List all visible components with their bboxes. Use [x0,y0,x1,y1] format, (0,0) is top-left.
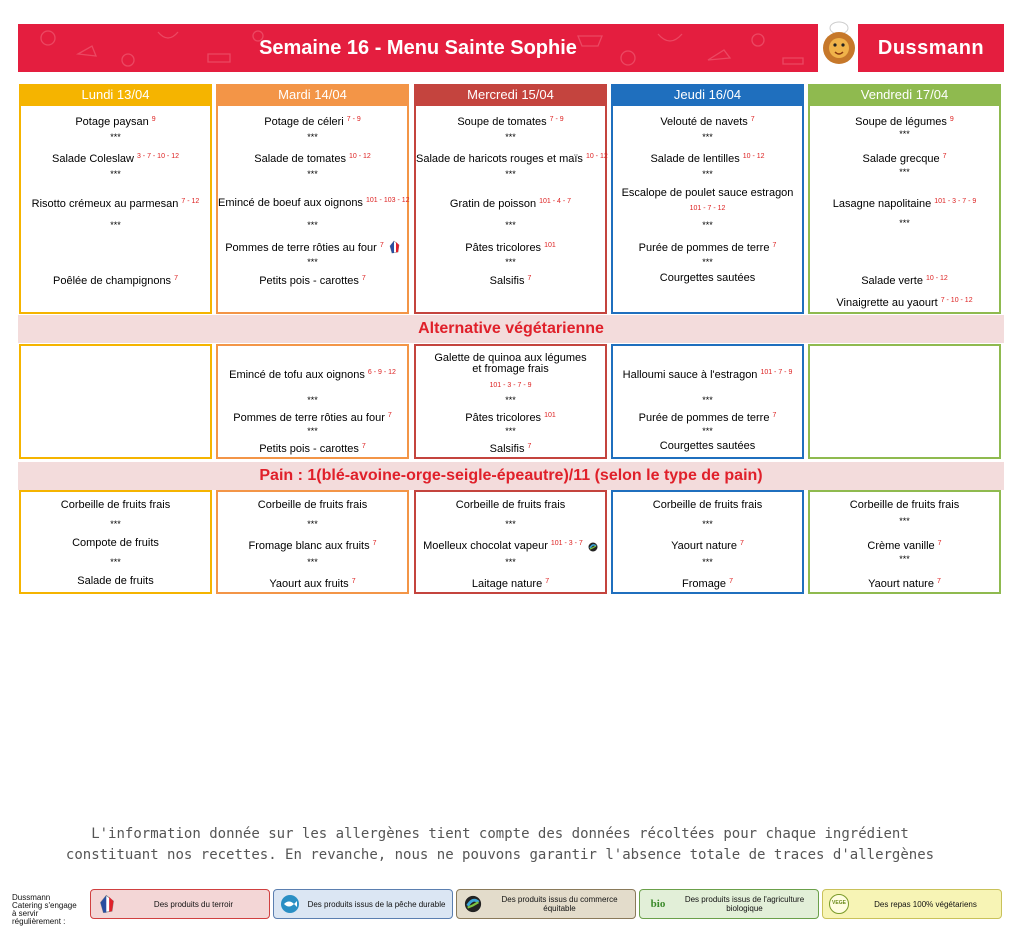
dish: Corbeille de fruits frais [849,499,960,511]
legend-peche-durable [273,889,453,919]
separator: *** [702,426,713,436]
separator: *** [505,132,516,142]
dish: Salade de haricots rouges et maïs $^{10 - 12}$ [416,153,608,165]
dish: Gratin de poisson $^{101 - 4 - 7}$ [449,198,572,210]
separator: *** [702,220,713,230]
separator: *** [899,554,910,564]
dish: Salade verte $^{10 - 12}$ [861,275,948,287]
separator: *** [505,220,516,230]
page-title: Semaine 16 - Menu Sainte Sophie [259,37,577,59]
dish: Salade de fruits [77,575,154,587]
dish: Poêlée de champignons $^7$ [53,275,178,287]
dish: Velouté de navets $^7$ [660,116,755,128]
dish: Halloumi sauce à l'estragon $^{101 - 7 - 9}$ [622,369,793,381]
dish: Crème vanille $^7$ [867,540,942,552]
separator: *** [307,557,318,567]
dish: Petits pois - carottes $^7$ [259,275,366,287]
disclaimer-line-1: L'information donnée sur les allergènes tient compte des données récoltées pour chaque ingrédient [91,826,909,842]
dish: Soupe de tomates $^{7 - 9}$ [457,116,564,128]
dessert-wednesday [414,490,607,594]
lunch-friday [808,106,1001,314]
separator: *** [505,557,516,567]
dish: Pommes de terre rôties au four $^7$ [233,412,392,424]
dish: Corbeille de fruits frais [652,499,763,511]
separator: *** [307,220,318,230]
day-header-friday: Vendredi 17/04 [808,84,1001,106]
separator: *** [702,395,713,405]
vegetarian-alternative-heading: Alternative végétarienne [18,315,1004,343]
separator: *** [110,557,121,567]
dish: Pommes de terre rôties au four $^7$ [218,239,407,255]
separator: *** [307,519,318,529]
lunch-tuesday [216,106,409,314]
lion-mascot-icon [821,16,857,74]
dish: Yaourt nature $^7$ [868,578,941,590]
lunch-monday [19,106,212,314]
separator: *** [307,132,318,142]
separator: *** [899,129,910,139]
france-map-icon [389,240,400,254]
separator: *** [110,132,121,142]
dish: Pâtes tricolores $^{101}$ [465,242,556,254]
legend-text: Des produits issus de l'agriculture biologique [684,895,805,913]
dish: Courgettes sautées [659,440,756,452]
dish: Escalope de poulet sauce estragon [621,187,794,199]
day-header-thursday: Jeudi 16/04 [611,84,804,106]
dish: Laitage nature $^7$ [471,578,550,590]
legend-terroir [90,889,270,919]
fairtrade-icon [462,893,484,915]
separator: *** [702,132,713,142]
bread-allergen-heading: Pain : 1(blé-avoine-orge-seigle-épeautre)/11 (selon le type de pain) [18,462,1004,490]
separator: *** [702,557,713,567]
dessert-thursday [611,490,804,594]
legend-commerce-equitable [456,889,636,919]
dish: Salade Coleslaw $^{3 - 7 - 10 - 12}$ [52,153,179,165]
lunch-wednesday [414,106,607,314]
dish: Emincé de tofu aux oignons $^{6 - 9 - 12}$ [229,369,396,381]
separator: *** [899,218,910,228]
separator: *** [505,257,516,267]
bio-icon: bio [650,897,666,910]
separator: *** [702,169,713,179]
dish: Compote de fruits [72,537,159,549]
dish: Fromage blanc aux fruits $^7$ [248,540,377,552]
legend-text: Des produits issus de la pêche durable [307,899,446,909]
dish: Salsifis $^7$ [489,275,532,287]
dish: Potage de céleri $^{7 - 9}$ [264,116,361,128]
separator: *** [307,257,318,267]
separator: *** [110,220,121,230]
menu-header [18,24,1004,72]
separator: *** [307,426,318,436]
dish: Moelleux chocolat vapeur $^{101 - 3 - 7}$ [416,537,605,553]
engagement-label: Dussmann Catering s'engage à servir régulièrement : [12,893,77,926]
separator: *** [307,169,318,179]
dish: Courgettes sautées [659,272,756,284]
dish: Salade grecque $^7$ [862,153,947,165]
separator: *** [110,169,121,179]
separator: *** [505,395,516,405]
veg-wednesday [414,344,607,459]
separator: *** [505,519,516,529]
separator: *** [702,257,713,267]
allergen-codes: 101 - 7 - 12 [689,205,726,212]
day-header-monday: Lundi 13/04 [19,84,212,106]
dessert-monday [19,490,212,594]
fish-icon [279,893,301,915]
dish: Fromage $^7$ [682,578,733,590]
legend-vegetarien [822,889,1002,919]
separator: *** [110,519,121,529]
dish: Lasagne napolitaine $^{101 - 3 - 7 - 9}$ [832,198,977,210]
dish: Pâtes tricolores $^{101}$ [465,412,556,424]
france-map-icon [96,893,118,915]
dish: Corbeille de fruits frais [257,499,368,511]
dish: Risotto crémeux au parmesan $^{7 - 12}$ [31,198,200,210]
separator: *** [505,169,516,179]
separator: *** [702,519,713,529]
allergen-disclaimer [0,824,1000,866]
dish: Yaourt aux fruits $^7$ [269,578,356,590]
veg-friday [808,344,1001,459]
dish: Salsifis $^7$ [489,443,532,455]
lunch-thursday [611,106,804,314]
dessert-tuesday [216,490,409,594]
dish: Salade de tomates $^{10 - 12}$ [254,153,371,165]
separator: *** [307,395,318,405]
dish: Yaourt nature $^7$ [671,540,744,552]
disclaimer-line-2: constituant nos recettes. En revanche, nous ne pouvons garantir l'absence totale de traces d'allergènes [65,847,935,863]
dussmann-logo: Dussmann [858,24,1004,72]
veg-tuesday [216,344,409,459]
dish: Corbeille de fruits frais [60,499,171,511]
dish: Purée de pommes de terre $^7$ [638,412,777,424]
separator: *** [505,426,516,436]
veg-monday [19,344,212,459]
veggie-icon: VEGE [828,893,850,915]
separator: *** [899,167,910,177]
legend-text: Des repas 100% végétariens [874,899,977,909]
day-header-wednesday: Mercredi 15/04 [414,84,607,106]
dish: Vinaigrette au yaourt $^{7 - 10 - 12}$ [836,297,973,309]
veg-thursday [611,344,804,459]
dish: Corbeille de fruits frais [455,499,566,511]
allergen-codes: 101 - 3 - 7 - 9 [489,382,532,389]
dish: Emincé de boeuf aux oignons $^{101 - 103 - 12}$ [218,194,407,210]
legend-text: Des produits issus du commerce équitable [501,895,618,913]
header-banner [18,24,818,72]
day-header-tuesday: Mardi 14/04 [216,84,409,106]
dish: Galette de quinoa aux légumes et fromage frais [434,352,587,375]
dish: Salade de lentilles $^{10 - 12}$ [650,153,765,165]
dessert-friday [808,490,1001,594]
separator: *** [899,516,910,526]
legend-agriculture-bio [639,889,819,919]
dish: Soupe de légumes $^9$ [855,116,954,128]
fairtrade-icon [588,542,598,552]
legend-text: Des produits du terroir [153,899,234,909]
dish: Petits pois - carottes $^7$ [259,443,366,455]
dish: Purée de pommes de terre $^7$ [638,242,777,254]
dish: Potage paysan $^9$ [75,116,156,128]
